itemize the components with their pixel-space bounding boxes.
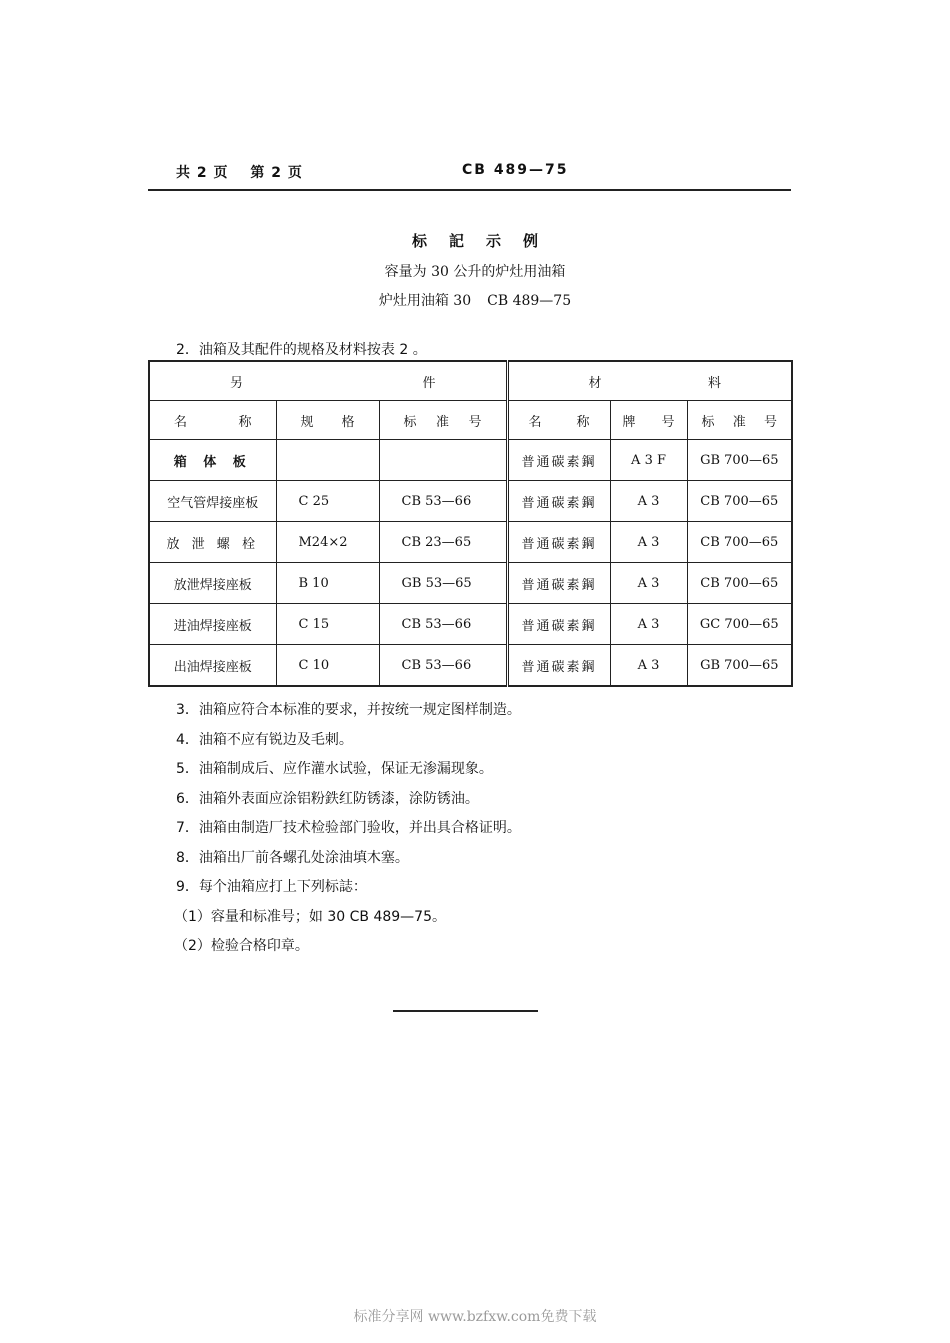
- col-header-name: [149, 401, 276, 440]
- cell-standard: CB 23—65: [379, 522, 507, 563]
- cell-grade: A 3: [610, 522, 687, 563]
- cell-material: 普通碳素鋼: [507, 645, 610, 687]
- group-parts-char-1: 另: [230, 375, 244, 391]
- cell-material: 普通碳素鋼: [507, 604, 610, 645]
- cell-grade: A 3: [610, 563, 687, 604]
- cell-part-name: 放泄焊接座板: [149, 563, 276, 604]
- col-header-standard: [379, 401, 507, 440]
- cell-spec: C 10: [276, 645, 379, 687]
- cell-part-name: 空气管焊接座板: [149, 481, 276, 522]
- table-row: [149, 522, 792, 563]
- cell-grade: A 3 F: [610, 440, 687, 481]
- example-line-2-code: CB 489—75: [487, 293, 572, 309]
- group-header-parts: [149, 361, 507, 401]
- col-header-grade: [610, 401, 687, 440]
- cell-standard: [379, 440, 507, 481]
- cell-material: 普通碳素鋼: [507, 563, 610, 604]
- cell-material-standard: CB 700—65: [687, 563, 792, 604]
- cell-material: 普通碳素鋼: [507, 440, 610, 481]
- h-mstd-1: 标: [701, 414, 715, 430]
- list-item: 9．每个油箱应打上下列标誌：: [176, 879, 367, 895]
- h-spec-1: 规: [300, 414, 314, 430]
- example-title: 标記示例: [411, 232, 560, 250]
- header-rule: [148, 189, 791, 191]
- h-grade-1: 牌: [622, 414, 636, 430]
- cell-grade: A 3: [610, 604, 687, 645]
- h-std-2: 准: [436, 414, 450, 430]
- cell-standard: CB 53—66: [379, 604, 507, 645]
- h-mname-1: 名: [528, 414, 542, 430]
- col-header-spec: [276, 401, 379, 440]
- table-row: [149, 563, 792, 604]
- requirements-list: [176, 696, 521, 962]
- list-item: 7．油箱由制造厂技术检验部门验收，并出具合格证明。: [176, 820, 521, 836]
- cell-standard: CB 53—66: [379, 481, 507, 522]
- h-mstd-3: 号: [764, 414, 778, 430]
- end-rule: [393, 1010, 538, 1012]
- cell-material-standard: CB 700—65: [687, 481, 792, 522]
- list-item: 4．油箱不应有锐边及毛刺。: [176, 731, 353, 748]
- cell-part-name: 放 泄 螺 栓: [149, 522, 276, 563]
- list-item: 8．油箱出厂前各螺孔处涂油填木塞。: [176, 849, 409, 866]
- cell-part-name: 出油焊接座板: [149, 645, 276, 687]
- example-line-1: 容量为 30 公升的炉灶用油箱: [384, 264, 566, 280]
- sub-list-item: （1）容量和标准号；如 30 CB 489—75。: [174, 908, 446, 925]
- spec-table: [148, 360, 793, 687]
- standard-code: CB 489—75: [462, 162, 569, 178]
- cell-spec: M24×2: [276, 522, 379, 563]
- page-number: 第 2 页: [250, 165, 303, 181]
- list-item: 6．油箱外表面应涂铝粉鉄红防锈漆，涂防锈油。: [176, 790, 479, 807]
- example-line-2-name: 炉灶用油箱 30: [378, 293, 472, 309]
- cell-material-standard: GC 700—65: [687, 604, 792, 645]
- h-name-1: 名: [174, 414, 188, 430]
- h-mstd-2: 准: [732, 414, 746, 430]
- h-mname-2: 称: [576, 414, 590, 430]
- h-std-3: 号: [468, 414, 482, 430]
- cell-material-standard: GB 700—65: [687, 440, 792, 481]
- h-grade-2: 号: [661, 414, 675, 430]
- cell-grade: A 3: [610, 645, 687, 687]
- group-header-materials: [507, 361, 792, 401]
- example-line-2: [0, 290, 950, 310]
- cell-material-standard: GB 700—65: [687, 645, 792, 687]
- table-row: [149, 481, 792, 522]
- col-header-material-standard: [687, 401, 792, 440]
- group-parts-char-2: 件: [422, 375, 436, 391]
- cell-spec: B 10: [276, 563, 379, 604]
- cell-spec: C 25: [276, 481, 379, 522]
- list-item: 3．油箱应符合本标准的要求，并按统一规定图样制造。: [176, 702, 521, 718]
- total-pages: 共 2 页: [176, 165, 229, 181]
- h-name-2: 称: [238, 414, 252, 430]
- h-spec-2: 格: [341, 414, 355, 430]
- list-item: 5．油箱制成后、应作灌水试验，保证无渗漏现象。: [176, 761, 493, 777]
- cell-spec: [276, 440, 379, 481]
- h-std-1: 标: [403, 414, 417, 430]
- watermark-footer: 标准分享网 www.bzfxw.com免费下载: [353, 1309, 597, 1325]
- sub-list-item: （2）检验合格印章。: [174, 938, 309, 954]
- table-row: [149, 440, 792, 481]
- col-header-material-name: [507, 401, 610, 440]
- cell-spec: C 15: [276, 604, 379, 645]
- group-mat-char-1: 材: [588, 375, 602, 391]
- cell-standard: GB 53—65: [379, 563, 507, 604]
- page-header: [176, 162, 569, 182]
- group-mat-char-2: 料: [708, 375, 722, 391]
- cell-standard: CB 53—66: [379, 645, 507, 687]
- cell-material: 普通碳素鋼: [507, 481, 610, 522]
- table-intro: 2．油箱及其配件的规格及材料按表 2 。: [176, 342, 427, 358]
- table-row: [149, 604, 792, 645]
- cell-material-standard: CB 700—65: [687, 522, 792, 563]
- table-row: [149, 645, 792, 687]
- cell-material: 普通碳素鋼: [507, 522, 610, 563]
- cell-grade: A 3: [610, 481, 687, 522]
- cell-part-name: 箱 体 板: [149, 440, 276, 481]
- cell-part-name: 进油焊接座板: [149, 604, 276, 645]
